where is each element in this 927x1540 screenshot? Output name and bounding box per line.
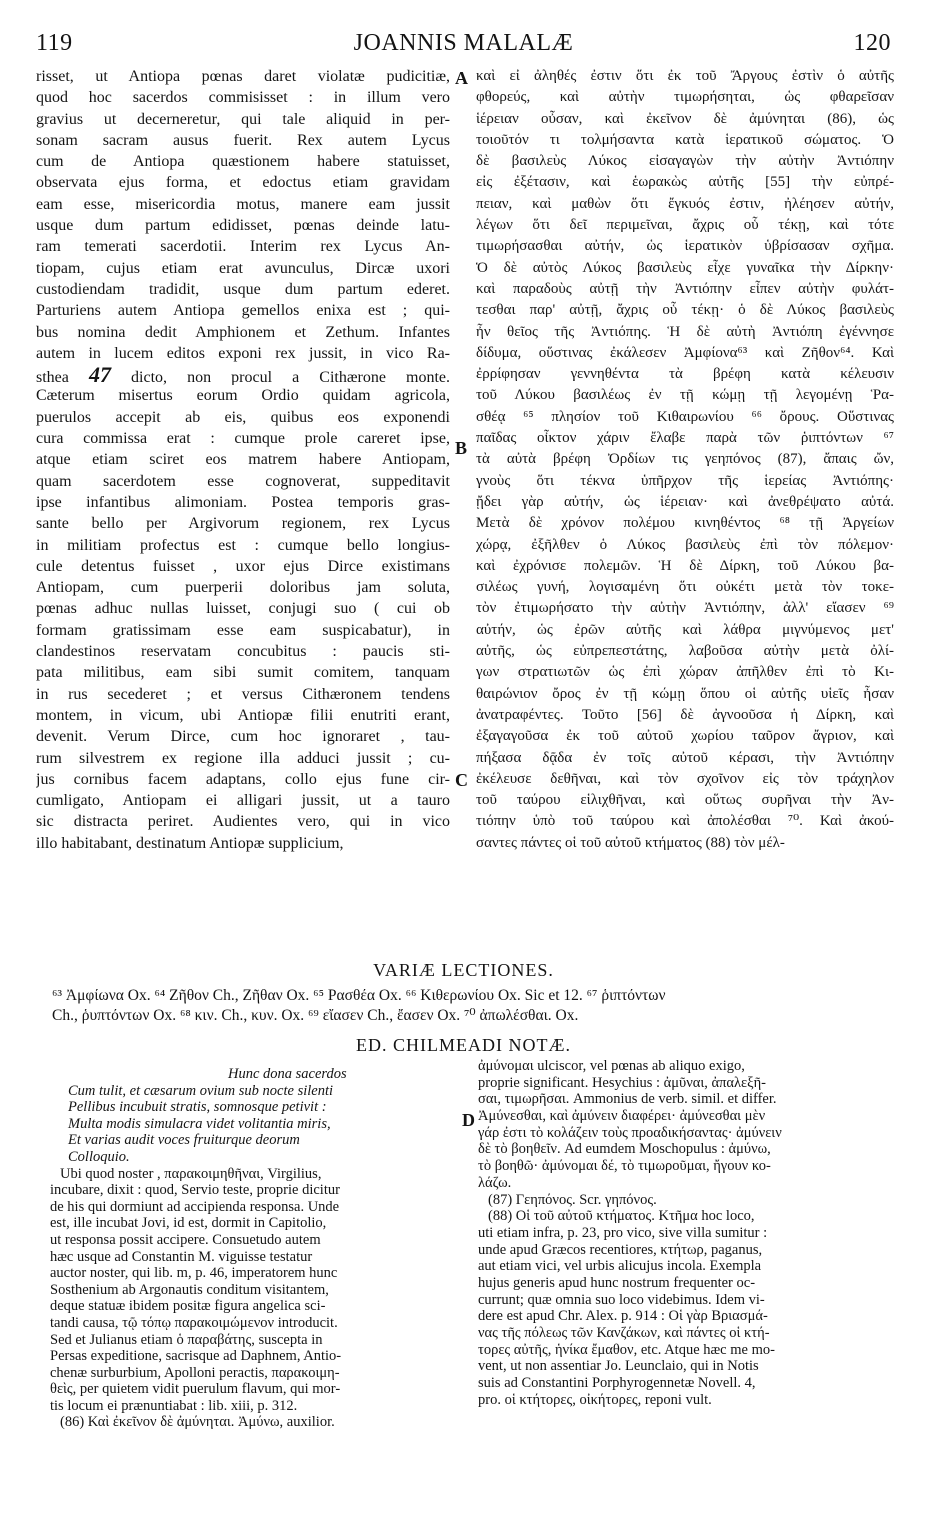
latin-text-line: ram temerati sacerdotii. Interim rex Lycus An- [36,238,450,256]
note-line: deque statuæ ibidem positæ figura angelica sci- [50,1298,326,1315]
latin-text-line: bus nomina dedit Amphionem et Zethum. Infantes [36,323,450,341]
note-line: chenæ surburbium, Apolloni peractis, παρακοιμη- [50,1364,340,1381]
latin-text-line: quam sacerdotem esse cognoverat, suppeditavit [36,472,450,490]
latin-text-line: in militiam profectus est : cumque bello longius- [36,536,450,554]
note-line: (86) Καὶ ἐκεῖνον δὲ ἀμύνηται. Ἀμύνω, auxilior. [60,1414,335,1431]
latin-text-line: illo habitabant, destinatum Antiopæ supplicium, [36,834,344,852]
note-line: Cum tulit, et cæsarum ovium sub nocte silenti [68,1082,334,1099]
latin-text-line: atque etiam sciret eos matrem habere Antiopam, [36,451,450,469]
greek-text-line: ἐξαγαγοῦσα ἐκ τοῦ αὐτοῦ χωρίου ταῦρον ἄγριον, καὶ [476,728,894,745]
greek-text-line: λέγων ὅτι δεῖ περιμεῖναι, ἄχρις οὗ τέκῃ, καὶ τότε [476,217,894,234]
greek-text-line: γων στρατιωτῶν ὡς ἐπὶ χώραν ἀπῆλθεν ἐπὶ τὸ Κι- [476,664,894,681]
latin-text-line: risset, ut Antiopa pœnas daret violatæ pudicitiæ, [36,68,450,85]
latin-text-line: sthea 47 dicto, non procul a Cithærone monte. [36,364,450,386]
latin-text-line: eam esse, misericordia motus, manere eam jussit [36,195,450,213]
greek-text-line: τοῦ ταύρου εἱλιχθῆναι, καὶ οὕτως συρῆναι τὴν Ἀν- [476,792,894,809]
note-line: Et varias audit voces fruiturque deorum [68,1132,300,1149]
notes-right-column [478,1058,898,1408]
inline-page-marker: 47 [88,364,111,386]
greek-text-line: Ὁ δὲ αὐτὸς Λύκος βασιλεὺς εἶχε γυναῖκα τὴν Δίρκην· [476,259,894,276]
latin-text-line: sonam sacram ausus fuerit. Rex autem Lycus [36,131,450,149]
latin-text-line: gravius ut decerneretur, qui tale aliquid in per- [36,110,450,128]
latin-text-line: cum de Antiopa quæstionem habere statuisset, [36,153,450,171]
latin-text-line: sante bello per Argivorum regionem, rex Lycus [36,515,450,533]
margin-marker-b: B [455,438,468,458]
note-line: Ἀμύνεσθαι, καὶ ἀμύνειν διαφέρει· ἀμύνεσθαι μὲν [478,1108,766,1125]
varia-line: Ch., ῥυπτόντων Ox. ⁶⁸ κιν. Ch., κυν. Ox. ⁶⁹ εἴασεν Ch., ἔασεν Ox. ⁷⁰ ἀπωλέσθαι. Ox. [52,1007,579,1024]
note-line: Pellibus incubuit stratis, somnosque petivit : [68,1099,327,1116]
varia-lectiones [52,986,902,1026]
note-line: hujus generis apud hunc nostrum frequenter oc- [478,1274,756,1291]
latin-text-line: usque dum partum edidisset, pœnas deinde latu- [36,217,450,235]
note-line: Colloquio. [68,1148,130,1165]
greek-text-line: χώρᾳ, ἐξῆλθεν ὁ Λύκος βασιλεὺς ἐπὶ τὸν πόλεμον· [476,536,894,553]
greek-text-line: τοῦ Λύκου βασιλέως ἐν τῇ κώμῃ τῇ λεγομένῃ Ῥα- [476,387,894,404]
greek-text-line: καὶ εἰ ἀληθές ἐστιν ὅτι ἐκ τοῦ Ἄργους ἐστὶν ὁ αὐτῆς [476,68,894,84]
greek-text-line: σαντες πάντες οἱ τοῦ αὐτοῦ κτήματος (88) τὸν μέλ- [476,834,785,851]
note-line: (88) Οἱ τοῦ αὐτοῦ κτήματος. Κτῆμα hoc loco, [488,1208,755,1225]
greek-text-line: εἰς ἐξέτασιν, καὶ ἑωρακὼς αὐτῆς [55] τὴν εὐπρέ- [476,174,894,191]
latin-text-line: puerulos accepit ab eis, quibus eos exponendi [36,408,450,426]
note-line: σαι, τιμωρῆσαι. Ammonius de verb. simil. et differ. [478,1091,777,1108]
latin-text-line: jus cornibus facem adaptans, collo ejus fune cir- [36,770,450,788]
note-line: τὸ βοηθῶ· ἀμύνομαι δέ, τὸ τιμωροῦμαι, ἤγουν κο- [478,1158,771,1175]
note-line: νας τῆς πόλεως τῶν Κανζάκων, καὶ πάντες οἱ κτή- [478,1325,770,1341]
note-line: λάζω. [478,1174,512,1191]
latin-text-line: clandestinos reservatam concubitus : paucis sti- [36,643,450,661]
latin-text-line: cumligato, Antiopam ei alligari jussit, ut a tauro [36,792,450,810]
greek-text-line: ἐρρίφησαν γεννηθέντα τὰ βρέφη κατὰ κέλευσιν [476,366,894,383]
margin-marker-c: C [455,770,468,790]
note-line: tis locum ei prænuntiabat : lib. xiii, p. 312. [50,1397,298,1414]
greek-text-line: παῖδας οἶκτον χάριν ἔλαβε παρὰ τῶν ῥιπτόντων ⁶⁷ [476,430,894,447]
latin-text-line: custodiendam tradidit, usque dum partum ederet. [36,280,450,298]
latin-text-line: cule detentus fuisset , uxor ejus Dirce existimans [36,557,450,575]
page-number-right: 120 [853,30,891,56]
greek-text-line: Μετὰ δὲ χρόνον πολέμου κινηθέντος ⁶⁸ τῇ Ἀργείων [476,515,894,532]
greek-text-line: ἀνατραφέντες. Τοῦτο [56] δὲ ἀγνοοῦσα ἡ Δίρκη, καὶ [476,706,894,723]
greek-text-line: πειαν, καὶ μαθὼν ὅτι ἔγκυός ἐστιν, ἠλέησεν αὐτήν, [476,195,894,212]
greek-text-line: τὸν ἐτιμωρήσατο τὴν αὐτὴν Ἀντιόπην, ἀλλ' εἴασεν ⁶⁹ [476,600,894,617]
note-line: δὲ τὸ βοηθεῖν. Ad eumdem Moschopulus : ἀμύνω, [478,1141,771,1158]
note-line: unde apud Græcos recentiores, κτήτωρ, paganus, [478,1241,763,1258]
greek-text-line: τιόπην ὑπὸ τοῦ ταύρου καὶ ἀπολέσθαι ⁷⁰. Καὶ ἀκού- [476,813,894,830]
note-line: est, ille incubat Jovi, id est, dormit in Capitolio, [50,1215,327,1232]
greek-column [476,66,894,854]
note-line: τορες αὐτῆς, ἡνίκα ἔμαθον, etc. Atque hæc me mo- [478,1341,775,1358]
latin-text-line: Cæterum misertus eorum Ordio quidam agricola, [36,387,450,405]
greek-text-line: ἱέρειαν οὖσαν, καὶ ἐκεῖνον δὲ ἀμύνηται (86), ὡς [476,110,894,127]
note-line: ut responsa possit accipere. Consuetudo autem [50,1231,321,1248]
note-line: (87) Γεηπόνος. Scr. γηπόνος. [488,1191,657,1208]
note-line: hæc usque ad Constantin M. viguisse testatur [50,1248,313,1265]
latin-text-line: Antiopam, cum puerperii doloribus jam soluta, [36,579,450,597]
note-line: tandi causa, τῷ τόπῳ παρακοιμώμενον introducit. [50,1314,338,1331]
greek-text-line: τεσθαι παρ' αὐτῇ, ἄχρις οὗ τέκῃ· ὁ δὲ Λύκος βασιλεὺς [476,302,894,319]
note-line: θεὶς, per quietem vidit puerulum flavum, qui mor- [50,1381,341,1398]
greek-text-line: τὰ αὐτὰ βρέφη Ὀρδίων τις γεηπόνος (87), ἄπαις ὤν, [476,451,894,468]
note-line: pro. οἱ κτήτορες, οἰκήτορες, reponi vult. [478,1391,712,1408]
latin-text-line: Parturiens autem Antiopa gemellos enixa est ; qui- [36,302,450,320]
latin-text-line: pata militibus, eam sibi sumit comitem, tanquam [36,664,450,682]
greek-text-line: καὶ ἐχρόνισε πολεμῶν. Ἡ δὲ Δίρκη, τοῦ Λύκου βα- [476,557,894,574]
note-line: γάρ ἐστι τὸ κολάζειν τοὺς προαδικήσαντας· ἀμύνειν [478,1124,782,1141]
note-line: dere est apud Chr. Alex. p. 914 : Οἱ γὰρ Βριασμά- [478,1308,768,1325]
greek-text-line: σιλέως γυνή, λογισαμένη ὅτι οὐκέτι μετὰ τὸν τοκε- [476,579,894,596]
note-line: ἀμύνομαι ulciscor, vel pœnas ab aliquo exigo, [478,1058,745,1074]
latin-text-line: formam gratissimam esse eam suspicabatur), in [36,621,450,639]
latin-text-line: montem, in vicum, ubi Antiopæ filii enutriti erant, [36,706,450,724]
latin-text-line: cura commissa erat : cumque prole careret ipse, [36,430,450,448]
greek-text-line: ἐκέλευσε δεθῆναι, καὶ τὸν σχοῖνον εἰς τὸν τράχηλον [476,770,894,787]
note-line: vent, ut non assentiar Jo. Leunclaio, qui in Notis [478,1358,759,1375]
latin-text-line: autem in lucem editos exponi rex jussit, in vico Ra- [36,344,450,362]
latin-text-line: rum silvestrem ex regione illa adduci jussit ; cu- [36,749,450,767]
latin-text-line: ipse infantibus alimoniam. Postea temporis gras- [36,493,450,511]
greek-text-line: πήξασα δᾷδα ἐν τοῖς αὐτοῦ κέρασι, τὴν Ἀντιόπην [476,749,894,766]
greek-text-line: τοιοῦτόν τι τολμήσαντα κατὰ ἱερατικοῦ σώματος. Ὁ [476,131,894,148]
latin-text-line: observata ejus forma, et edoctus etiam gravidam [36,174,450,192]
greek-text-line: δὲ βασιλεὺς Λύκος εἰσαγαγὼν τὴν αὐτὴν Ἀντιόπην [476,153,894,170]
running-title: JOANNIS MALALÆ [353,30,574,56]
greek-text-line: αὐτήν, ὡς ἐρῶν αὐτῆς καὶ λάθρα μιγνύμενος μετ' [476,621,894,638]
page-number-left: 119 [36,30,73,56]
note-line: currunt; quæ omnia suo loco videbimus. Idem vi- [478,1291,765,1308]
note-line: Ubi quod noster , παρακοιμηθῆναι, Virgilius, [60,1165,322,1182]
latin-column [36,66,450,854]
varia-line: ⁶³ Ἀμφίωνα Ox. ⁶⁴ Ζῆθον Ch., Ζῆθαν Ox. ⁶⁵ Ρασθέα Ox. ⁶⁶ Κιθερωνίου Ox. Sic et 12. ⁶⁷ ῥιπτόντων [52,987,666,1004]
greek-text-line: γνοὺς ὅτι τέκνα ὑπῆρχον τῆς ἱερείας Ἀντιόπης· [476,472,894,489]
note-line: uti etiam infra, p. 23, pro vico, sive villa sumitur : [478,1224,768,1241]
greek-text-line: σθέᾳ ⁶⁵ πλησίον τοῦ Κιθαιρωνίου ⁶⁶ ὄρους. Οὕστινας [476,408,894,425]
greek-text-line: δίδυμα, οὕστινας ἐκάλεσεν Ἀμφίονα⁶³ καὶ Ζῆθον⁶⁴. Καὶ [476,344,894,361]
note-line: incubare, dixit : quod, Servio teste, proprie dicitur [50,1182,340,1199]
latin-text-line: pœnas adhuc nullas luisset, conjugi suo ( cui ob [36,600,450,618]
latin-text-line: tiopam, cujus etiam erat avunculus, Dircæ uxori [36,259,450,277]
greek-text-line: αὐτῆς, ὡς εὐπρεπεστάτης, λαβοῦσα αὐτὴν μετὰ ὀλί- [476,643,894,660]
greek-text-line: καὶ παραδοὺς αὐτῇ τὴν Ἀντιόπην εἶπεν αὐτὴν φυλάτ- [476,280,894,297]
margin-marker-a: A [455,68,468,88]
latin-text-line: quod hoc sacerdos commisisset : in illum vero [36,89,450,107]
notes-title: ED. CHILMEADI NOTÆ. [356,1035,571,1055]
note-line: proprie significant. Hesychius : ἀμῦναι, ἀπαλεξῆ- [478,1074,767,1091]
greek-text-line: τιμωρήσασθαι αὐτήν, ὡς ἱερατικὸν ὑβρίσασαν σχῆμα. [476,238,894,255]
note-line: suis ad Constantini Porphyrogennetæ Novell. 4, [478,1375,756,1392]
note-line: Multa modis simulacra videt volitantia miris, [68,1115,331,1132]
running-header [0,30,927,62]
note-line: auctor noster, qui lib. m, p. 46, imperatorem hunc [50,1265,338,1282]
note-line: Sed et Julianus etiam ὁ παραβάτης, suscepta in [50,1331,323,1348]
note-line: Persas expeditione, sacrisque ad Daphnem, Antio- [50,1348,342,1365]
greek-text-line: θαιρώνιον ὄρος ἐν τῇ κώμῃ ὅπου οἱ αὐτῆς υἱεῖς ἦσαν [476,685,894,702]
note-line: de his qui dormiunt ad accipienda responsa. Unde [50,1198,340,1215]
note-line: Hunc dona sacerdos [228,1066,347,1082]
notes-left-column [50,1066,455,1431]
margin-marker-d: D [462,1110,475,1130]
note-line: Sosthenium ab Argonautis conditum visitantem, [50,1281,329,1298]
latin-text-line: in rus secederet ; et versus Cithæronem tendens [36,685,450,703]
greek-text-line: ἦν θεῖος τῆς Ἀντιόπης. Ἡ δὲ αὐτὴ Ἀντιόπη ἐγέννησε [476,323,894,340]
varia-title: VARIÆ LECTIONES. [373,960,554,980]
greek-text-line: ᾔδει γὰρ αὐτήν, ὡς ἱέρειαν· καὶ ἀνεθρέψατο αὐτά. [476,493,894,510]
note-line: aut etiam vici, vel urbis alicujus incola. Exempla [478,1258,762,1275]
latin-text-line: sic distracta periret. Audientes vero, qui in vico [36,813,450,831]
latin-text-line: devenit. Verum Dirce, cum hoc ignoraret , tau- [36,728,450,746]
greek-text-line: φθορεύς, καὶ αὐτὴν τιμωρήσηται, ὡς φθαρεῖσαν [476,89,894,106]
